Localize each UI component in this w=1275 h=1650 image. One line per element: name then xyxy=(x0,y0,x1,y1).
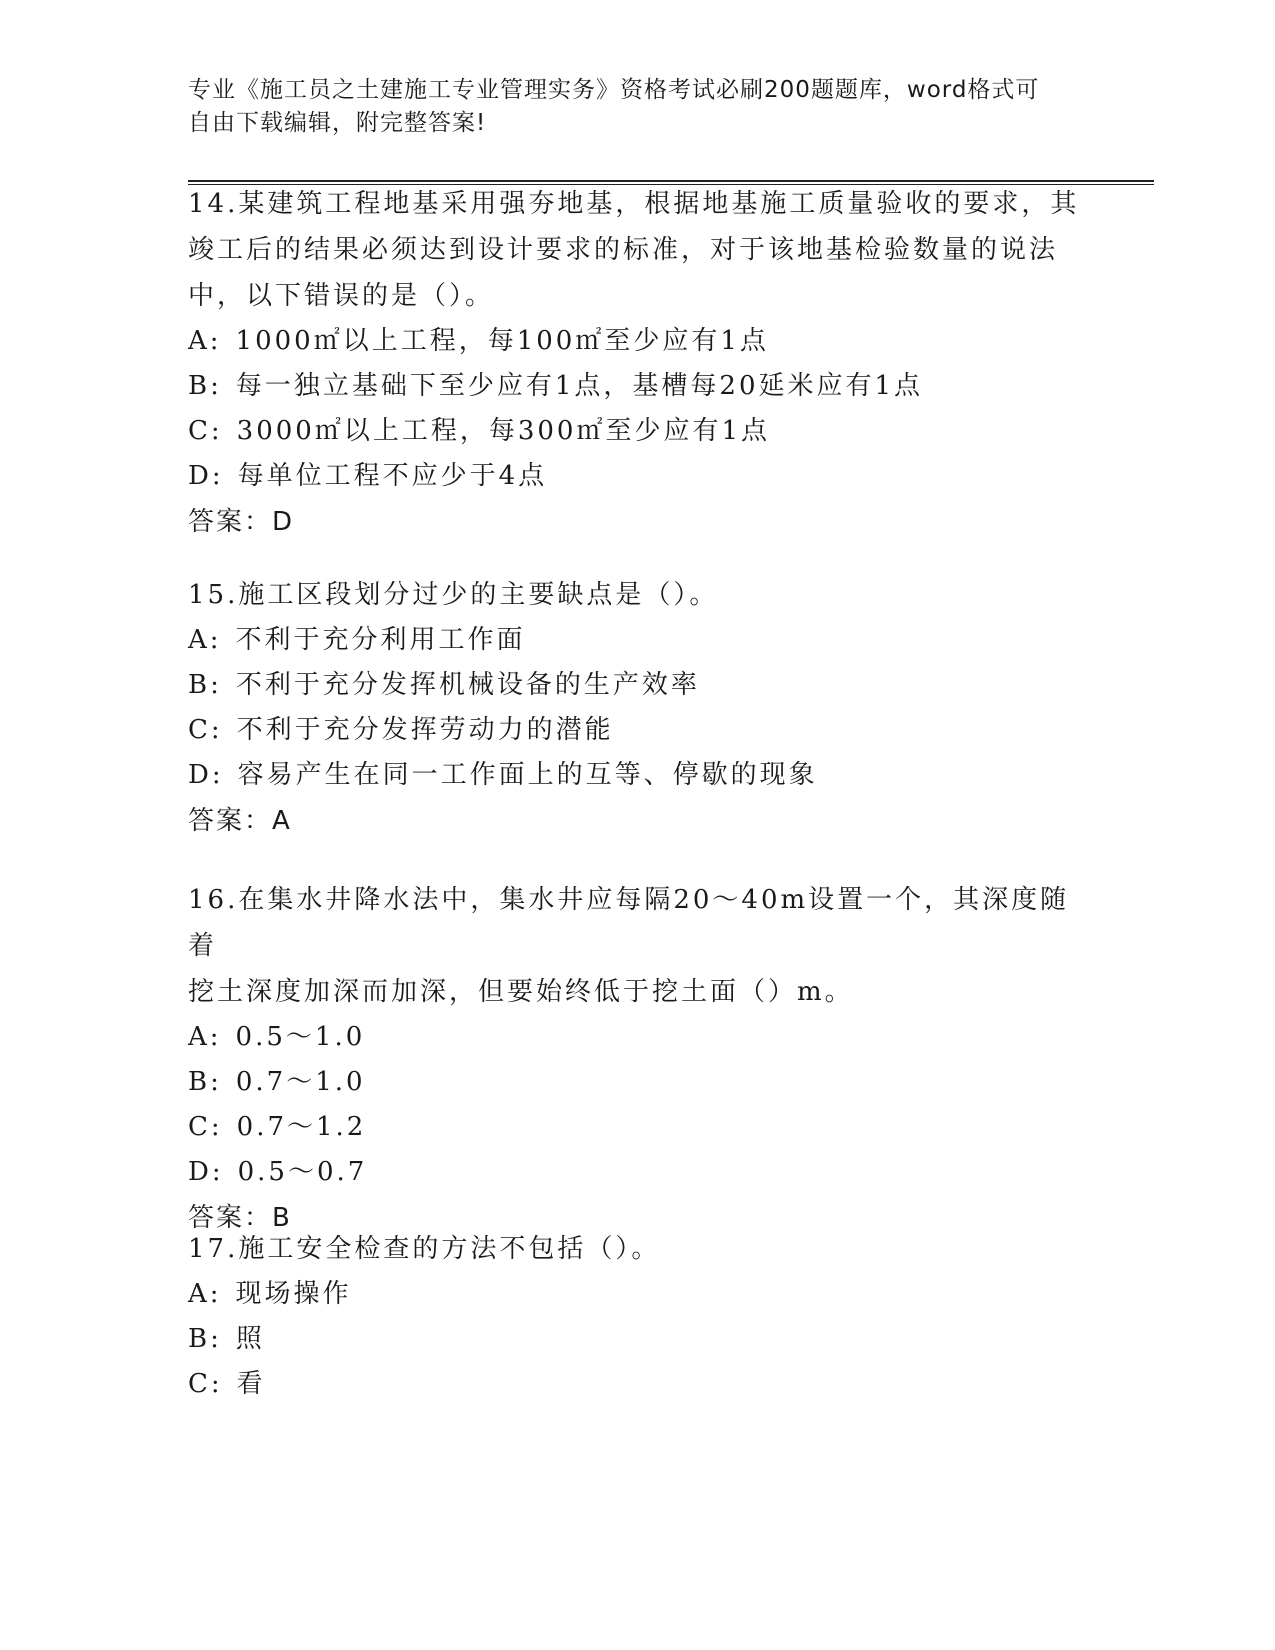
option-letter: B: xyxy=(188,1067,222,1097)
option-b xyxy=(188,1060,1088,1105)
option-c xyxy=(188,409,1088,454)
option-letter: A: xyxy=(188,326,222,356)
answer-line: 答案：B xyxy=(188,1203,292,1233)
question-14 xyxy=(188,181,1088,545)
header-title-line-1: 专业《施工员之土建施工专业管理实务》资格考试必刷200题题库，word格式可 xyxy=(188,77,1040,103)
option-letter: C: xyxy=(188,1369,223,1399)
document-header xyxy=(188,74,1088,140)
option-letter: D: xyxy=(188,1157,224,1187)
option-a xyxy=(188,618,1088,663)
answer-line: 答案：A xyxy=(188,806,292,836)
option-b xyxy=(188,364,1088,409)
option-text: 每一独立基础下至少应有1点，基槽每20延米应有1点 xyxy=(235,371,924,401)
option-letter: C: xyxy=(188,416,223,446)
question-15 xyxy=(188,572,1088,844)
option-text: 0.5～0.7 xyxy=(237,1157,368,1187)
option-text: 现场操作 xyxy=(235,1279,352,1309)
option-text: 3000㎡以上工程，每300㎡至少应有1点 xyxy=(236,416,770,446)
question-16 xyxy=(188,877,1088,1241)
option-letter: D: xyxy=(188,760,224,790)
header-title-line-2: 自由下载编辑，附完整答案! xyxy=(188,110,487,136)
question-stem-line: 17.施工安全检查的方法不包括（）。 xyxy=(188,1234,661,1264)
option-text: 容易产生在同一工作面上的互等、停歇的现象 xyxy=(237,760,818,790)
option-c xyxy=(188,1362,1088,1407)
option-c xyxy=(188,1105,1088,1150)
question-stem-line: 竣工后的结果必须达到设计要求的标准，对于该地基检验数量的说法 xyxy=(188,235,1059,265)
option-a xyxy=(188,319,1088,364)
option-text: 0.5～1.0 xyxy=(235,1022,366,1052)
question-17 xyxy=(188,1226,1088,1407)
question-stem-line: 挖土深度加深而加深，但要始终低于挖土面（）m。 xyxy=(188,977,854,1007)
option-d xyxy=(188,454,1088,499)
option-letter: A: xyxy=(188,1022,222,1052)
option-text: 不利于充分利用工作面 xyxy=(235,625,526,655)
option-text: 1000㎡以上工程，每100㎡至少应有1点 xyxy=(235,326,769,356)
option-text: 看 xyxy=(236,1369,266,1399)
option-text: 不利于充分发挥劳动力的潜能 xyxy=(236,715,614,745)
option-letter: D: xyxy=(188,461,224,491)
option-b xyxy=(188,1317,1088,1362)
option-letter: C: xyxy=(188,715,223,745)
option-text: 0.7～1.2 xyxy=(236,1112,367,1142)
question-stem-line: 中，以下错误的是（）。 xyxy=(188,281,495,311)
option-c xyxy=(188,708,1088,753)
option-text: 照 xyxy=(235,1324,265,1354)
option-d xyxy=(188,1150,1088,1195)
option-b xyxy=(188,663,1088,708)
option-letter: A: xyxy=(188,625,222,655)
option-letter: B: xyxy=(188,670,222,700)
option-a xyxy=(188,1015,1088,1060)
question-stem-line: 14.某建筑工程地基采用强夯地基，根据地基施工质量验收的要求，其 xyxy=(188,189,1080,219)
option-letter: B: xyxy=(188,1324,222,1354)
answer-line: 答案：D xyxy=(188,507,295,537)
question-stem-line: 16.在集水井降水法中，集水井应每隔20～40m设置一个，其深度随着 xyxy=(188,885,1070,961)
option-text: 每单位工程不应少于4点 xyxy=(237,461,548,491)
option-text: 0.7～1.0 xyxy=(235,1067,366,1097)
question-stem-line: 15.施工区段划分过少的主要缺点是（）。 xyxy=(188,580,719,610)
option-letter: C: xyxy=(188,1112,223,1142)
option-d xyxy=(188,753,1088,798)
option-letter: B: xyxy=(188,371,222,401)
option-text: 不利于充分发挥机械设备的生产效率 xyxy=(235,670,700,700)
option-a xyxy=(188,1272,1088,1317)
option-letter: A: xyxy=(188,1279,222,1309)
